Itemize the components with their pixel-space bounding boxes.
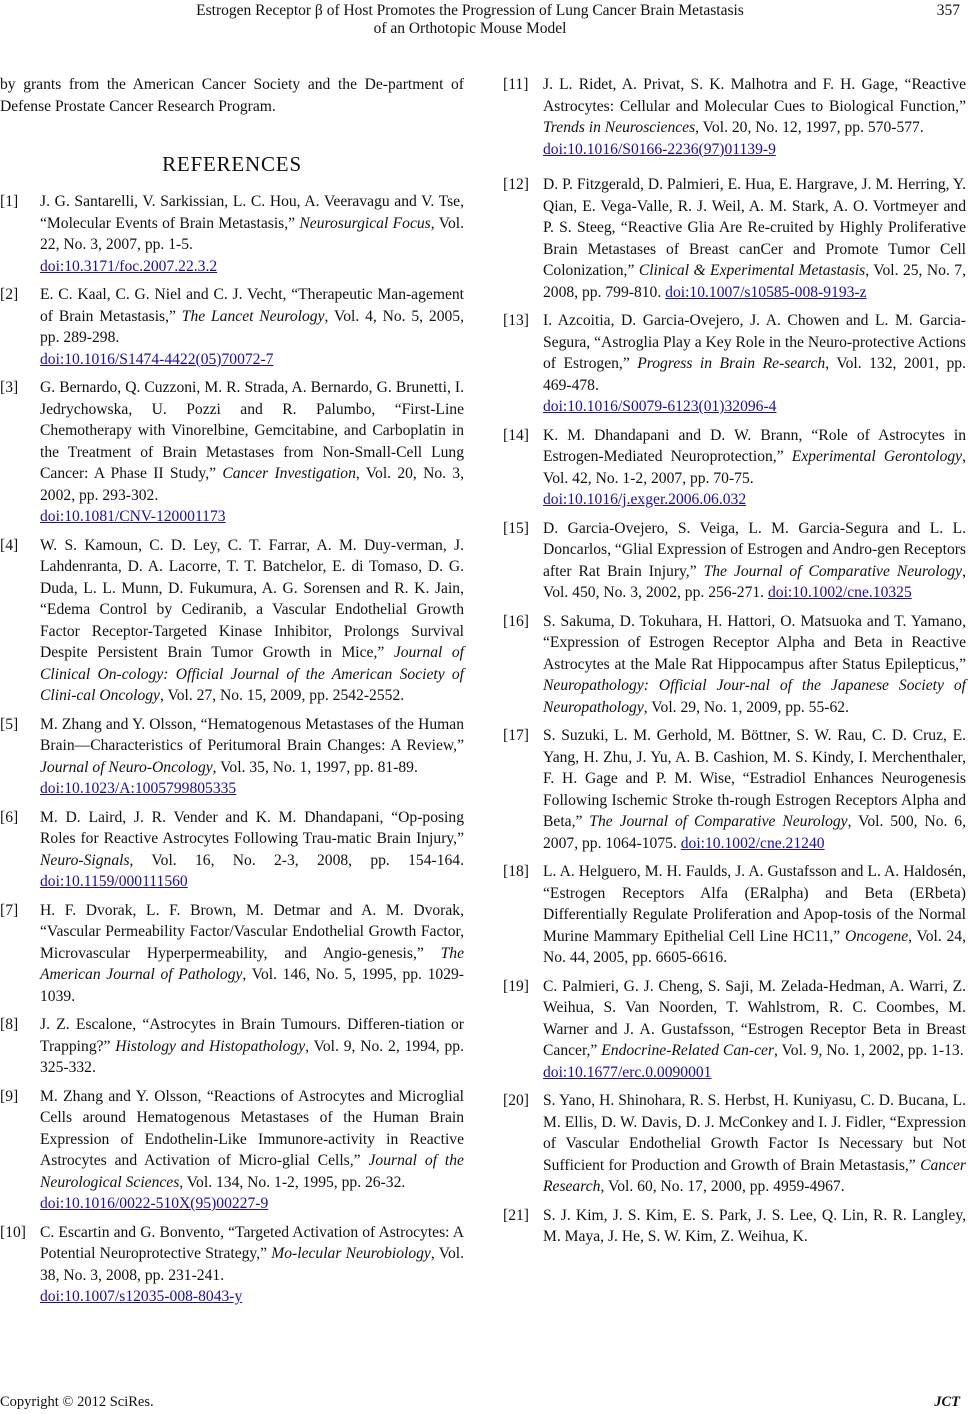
doi-link[interactable]: doi:10.1081/CNV-120001173: [40, 508, 226, 525]
reference-number: [4]: [0, 536, 19, 554]
reference-journal: Cancer Investigation: [222, 465, 356, 482]
reference-authors-title: J. L. Ridet, A. Privat, S. K. Malhotra and F. H. Gage, “Reactive Astrocytes: Cellular and Molecular Cues to Biological Function,”: [543, 76, 966, 115]
reference-authors-title: E. C. Kaal, C. G. Niel and C. J. Vecht, “Therapeutic Man-agement of Brain Metastasis,”: [40, 286, 464, 325]
reference-journal: Neurosurgical Focus: [299, 214, 431, 232]
reference-number: [7]: [0, 901, 19, 919]
reference-item: [0, 807, 464, 893]
reference-text: [40, 809, 464, 891]
reference-text: [40, 1016, 464, 1076]
reference-journal: The Lancet Neurology: [181, 307, 325, 325]
reference-number: [1]: [0, 193, 19, 210]
reference-text: [40, 193, 464, 277]
reference-number: [2]: [0, 286, 19, 303]
reference-number: [16]: [503, 612, 529, 630]
reference-details: , Vol. 22, No. 3, 2007, pp. 1-5.: [40, 214, 464, 253]
doi-link[interactable]: doi:10.1016/S0079-6123(01)32096-4: [543, 398, 777, 415]
reference-details: , Vol. 20, No. 3, 2002, pp. 293-302.: [40, 465, 464, 504]
reference-text: [40, 1224, 464, 1308]
doi-link[interactable]: doi:10.1002/cne.10325: [767, 584, 912, 601]
reference-journal: Journal of the Neurological Sciences: [40, 1152, 464, 1191]
doi-link[interactable]: doi:10.1016/0022-510X(95)00227-9: [40, 1195, 269, 1212]
reference-text: [543, 520, 966, 602]
reference-details: , Vol. 9, No. 2, 1994, pp. 325-332.: [40, 1037, 464, 1076]
reference-journal: The Journal of Comparative Neurology: [589, 813, 848, 830]
reference-details: , Vol. 20, No. 12, 1997, pp. 570-577.: [695, 119, 924, 136]
reference-journal: Oncogene: [844, 927, 909, 945]
reference-number: [21]: [503, 1206, 529, 1224]
reference-authors-title: M. Zhang and Y. Olsson, “Hematogenous Metastases of the Human Brain—Characteristics of Peritumoral Brain Changes: A Review,”: [40, 715, 464, 754]
reference-authors-title: D. Garcia-Ovejero, S. Veiga, L. M. Garcia-Segura and L. L. Doncarlos, “Glial Expression of Estrogen and Andro-gen Receptors after Rat Brain Injury,”: [543, 519, 966, 580]
reference-number: [5]: [0, 715, 19, 733]
reference-journal: Histology and Histopathology: [115, 1037, 306, 1055]
reference-journal: Experimental Gerontology: [791, 448, 963, 465]
reference-authors-title: S. Sakuma, D. Tokuhara, H. Hattori, O. Matsuoka and T. Yamano, “Expression of Estrogen Receptor Alpha and Beta in Reactive Astrocytes at the Male Rat Hippocampus after Status Epilepticus,”: [543, 612, 966, 673]
reference-item: [0, 1014, 464, 1079]
reference-item: [0, 284, 464, 370]
reference-details: , Vol. 16, No. 2-3, 2008, pp. 154-164.: [129, 851, 464, 869]
doi-link[interactable]: doi:10.1016/S0166-2236(97)01139-9: [543, 140, 776, 158]
reference-details: , Vol. 25, No. 7, 2008, pp. 799-810.: [543, 262, 966, 301]
reference-journal: Journal of Neuro-Oncology: [40, 758, 213, 776]
running-header: [120, 2, 820, 38]
copyright-notice: Copyright © 2012 SciRes.: [0, 1394, 154, 1410]
reference-details: , Vol. 60, No. 17, 2000, pp. 4959-4967.: [600, 1178, 845, 1195]
reference-number: [17]: [503, 727, 529, 744]
reference-number: [10]: [0, 1223, 26, 1241]
reference-authors-title: M. D. Laird, J. R. Vender and K. M. Dhandapani, “Op-posing Roles for Reactive Astrocytes Following Trau-matic Brain Injury,”: [40, 808, 464, 847]
reference-text: [543, 427, 966, 511]
reference-number: [8]: [0, 1016, 19, 1033]
reference-journal: Trends in Neurosciences: [543, 119, 696, 136]
reference-authors-title: M. Zhang and Y. Olsson, “Reactions of Astrocytes and Microglial Cells around Hematogenous Metastases of the Human Brain Expression of Endothelin-Like Immunore-activity in Reactive Astrocytes and Activation of Micro-glial Cells,”: [40, 1087, 464, 1169]
reference-journal: The American Journal of Pathology: [40, 944, 464, 983]
reference-item: [503, 174, 966, 303]
reference-item: [503, 1205, 966, 1248]
reference-text: [543, 863, 966, 966]
reference-number: [18]: [503, 863, 529, 880]
reference-number: [20]: [503, 1092, 529, 1109]
reference-text: [543, 176, 966, 301]
reference-number: [12]: [503, 176, 529, 193]
reference-number: [19]: [503, 977, 529, 995]
doi-link[interactable]: doi:10.1016/S1474-4422(05)70072-7: [40, 350, 274, 368]
reference-item: [503, 861, 966, 969]
doi-link[interactable]: doi:10.1007/s12035-008-8043-y: [40, 1288, 243, 1305]
reference-text: [40, 537, 464, 705]
reference-item: [0, 714, 464, 800]
reference-number: [6]: [0, 808, 19, 826]
reference-number: [11]: [503, 76, 529, 93]
reference-authors-title: W. S. Kamoun, C. D. Ley, C. T. Farrar, A. M. Duy-verman, J. Lahdenranta, D. A. Lacorre, T. T. Batchelor, E. di Tomaso, D. G. Duda, L. L. Munn, D. Fukumura, A. G. Sorensen and R. K. Jain, “Edema Control by Cediranib, a Vascular Endothelial Growth Factor Receptor-Targeted Kinase Inhibitor, Prolongs Survival Despite Persistent Brain Tumor Growth in Mice,”: [40, 536, 464, 661]
doi-link[interactable]: doi:10.1677/erc.0.0090001: [543, 1063, 712, 1081]
acknowledgment-text: by grants from the American Cancer Society and the De-partment of Defense Prostate Cancer Research Program.: [0, 76, 464, 115]
reference-text: [543, 76, 966, 160]
reference-item: [503, 518, 966, 604]
reference-text: [543, 1092, 966, 1195]
reference-number: [3]: [0, 379, 19, 396]
reference-item: [0, 377, 464, 528]
reference-details: , Vol. 146, No. 5, 1995, pp. 1029-1039.: [40, 966, 464, 1005]
doi-link[interactable]: doi:10.1007/s10585-008-9193-z: [665, 283, 867, 301]
reference-text: [543, 727, 966, 852]
reference-authors-title: J. G. Santarelli, V. Sarkissian, L. C. Hou, A. Veeravagu and V. Tse, “Molecular Events of Brain Metastasis,”: [40, 193, 464, 232]
reference-journal: Endocrine-Related Can-cer: [601, 1042, 775, 1059]
doi-link[interactable]: doi:10.1023/A:1005799805335: [40, 780, 237, 797]
reference-details: , Vol. 4, No. 5, 2005, pp. 289-298.: [40, 307, 464, 346]
reference-details: , Vol. 42, No. 1-2, 2007, pp. 70-75.: [543, 448, 966, 487]
reference-details: , Vol. 27, No. 15, 2009, pp. 2542-2552.: [159, 687, 405, 704]
left-column: [0, 74, 464, 1315]
reference-item: [503, 425, 966, 511]
reference-authors-title: L. A. Helguero, M. H. Faulds, J. A. Gustafsson and L. A. Haldosén, “Estrogen Receptors Alfa (ERalpha) and Beta (ERbeta) Differentially Regulate Proliferation and Apop-tosis of the Normal Murine Mammary Epithelial Cell Line HC11,”: [543, 863, 966, 945]
reference-item: [0, 1086, 464, 1215]
reference-number: [9]: [0, 1087, 19, 1105]
reference-journal: Neuropathology: Official Jour-nal of the Japanese Society of Neuropathology: [543, 677, 966, 716]
doi-link[interactable]: doi:10.1016/j.exger.2006.06.032: [543, 491, 747, 508]
reference-details: , Vol. 29, No. 1, 2009, pp. 55-62.: [643, 698, 849, 716]
reference-journal: Neuro-Signals: [40, 851, 130, 869]
reference-item: [503, 310, 966, 418]
reference-details: , Vol. 35, No. 1, 1997, pp. 81-89.: [212, 758, 418, 776]
reference-text: [543, 613, 966, 716]
reference-journal: Journal of Clinical On-cology: Official Journal of the American Society of Clini-cal Oncology: [40, 644, 464, 704]
reference-details: , Vol. 500, No. 6, 2007, pp. 1064-1075.: [543, 813, 966, 852]
reference-item: [0, 1222, 464, 1308]
reference-authors-title: C. Palmieri, G. J. Cheng, S. Saji, M. Zelada-Hedman, A. Warri, Z. Weihua, S. Van Noorden, T. Wahlstrom, R. C. Coombes, M. Warner and J. A. Gustafsson, “Estrogen Receptor Beta in Breast Cancer,”: [543, 977, 966, 1059]
reference-number: [13]: [503, 312, 529, 329]
reference-details: , Vol. 450, No. 3, 2002, pp. 256-271.: [543, 562, 966, 601]
reference-journal: Progress in Brain Re-search: [637, 355, 826, 372]
reference-text: [543, 978, 966, 1084]
reference-details: , Vol. 24, No. 44, 2005, pp. 6605-6616.: [543, 927, 967, 966]
reference-item: [0, 900, 464, 1008]
reference-text: [40, 379, 464, 528]
reference-details: , Vol. 38, No. 3, 2008, pp. 231-241.: [40, 1245, 464, 1284]
reference-details: , Vol. 9, No. 1, 2002, pp. 1-13.: [774, 1042, 964, 1059]
reference-authors-title: S. Yano, H. Shinohara, R. S. Herbst, H. Kuniyasu, C. D. Bucana, L. M. Ellis, D. W. Davis, D. J. McConkey and I. J. Fidler, “Expression of Vascular Endothelial Growth Factor Is Necessary but Not Sufficient for Production and Growth of Brain Metastasis,”: [543, 1092, 966, 1174]
reference-item: [0, 191, 464, 277]
reference-authors-title: S. J. Kim, J. S. Kim, E. S. Park, J. S. Lee, Q. Lin, R. R. Langley, M. Maya, J. He, S. W. Kim, Z. Weihua, K.: [543, 1206, 966, 1245]
journal-abbreviation: JCT: [934, 1394, 960, 1410]
reference-details: , Vol. 132, 2001, pp. 469-478.: [543, 355, 966, 394]
reference-item: [503, 74, 966, 160]
doi-link[interactable]: doi:10.3171/foc.2007.22.3.2: [40, 257, 218, 275]
reference-authors-title: I. Azcoitia, D. Garcia-Ovejero, J. A. Chowen and L. M. Garcia-Segura, “Astroglia Play a Key Role in the Neuro-protective Actions of Estrogen,”: [543, 312, 966, 372]
reference-authors-title: C. Escartin and G. Bonvento, “Targeted Activation of Astrocytes: A Potential Neuroprotective Strategy,”: [40, 1223, 464, 1262]
reference-authors-title: J. Z. Escalone, “Astrocytes in Brain Tumours. Differen-tiation or Trapping?”: [40, 1016, 464, 1055]
reference-authors-title: H. F. Dvorak, L. F. Brown, M. Detmar and A. M. Dvorak, “Vascular Permeability Factor/Vascular Endothelial Growth Factor, Microvascular Hyperpermeability, and Angio-genesis,”: [40, 901, 464, 962]
reference-item: [503, 611, 966, 719]
reference-authors-title: D. P. Fitzgerald, D. Palmieri, E. Hua, E. Hargrave, J. M. Herring, Y. Qian, E. Vega-Valle, R. J. Weil, A. M. Stark, A. O. Vortmeyer and P. S. Steeg, “Reactive Glia Are Re-cruited by Highly Proliferative Brain Metastases of Breast canCer and Promote Tumor Cell Colonization,”: [543, 176, 966, 279]
references-heading: REFERENCES: [162, 152, 302, 176]
reference-item: [0, 535, 464, 707]
reference-authors-title: G. Bernardo, Q. Cuzzoni, M. R. Strada, A. Bernardo, G. Brunetti, I. Jedrychowska, U. Pozzi and R. Palumbo, “First-Line Chemotherapy with Vinorelbine, Gemcitabine, and Carboplatin in the Treatment of Brain Metastases from Non-Small-Cell Lung Cancer: A Phase II Study,”: [40, 379, 464, 482]
reference-item: [503, 725, 966, 854]
reference-number: [14]: [503, 426, 529, 444]
reference-journal: Mo-lecular Neurobiology: [271, 1245, 431, 1262]
header-title-line1: Estrogen Receptor β of Host Promotes the Progression of Lung Cancer Brain Metastasis: [196, 2, 744, 19]
reference-journal: Cancer Research: [543, 1156, 966, 1195]
reference-item: [503, 976, 966, 1084]
reference-journal: The Journal of Comparative Neurology: [703, 562, 963, 580]
reference-number: [15]: [503, 519, 529, 537]
reference-text: [40, 902, 464, 1005]
reference-text: [40, 286, 464, 370]
reference-text: [543, 312, 966, 418]
reference-authors-title: S. Suzuki, L. M. Gerhold, M. Böttner, S. W. Rau, C. D. Cruz, E. Yang, H. Zhu, J. Yu, A. B. Cashion, M. S. Kindy, I. Merchenthaler, F. H. Gage and P. M. Wise, “Estradiol Enhances Neurogenesis Following Ischemic Stroke th-rough Estrogen Receptors Alpha and Beta,”: [543, 727, 966, 830]
reference-item: [503, 1090, 966, 1198]
reference-text: [40, 1088, 464, 1215]
doi-link[interactable]: doi:10.1159/000111560: [40, 873, 188, 890]
right-column: [503, 74, 966, 1255]
reference-journal: Clinical & Experimental Metastasis: [638, 262, 866, 279]
page-number: 357: [936, 2, 960, 19]
doi-link[interactable]: doi:10.1002/cne.21240: [680, 834, 825, 852]
reference-text: [40, 716, 464, 800]
reference-text: [543, 1207, 966, 1246]
header-title-line2: of an Orthotopic Mouse Model: [373, 20, 567, 37]
reference-details: , Vol. 134, No. 1-2, 1995, pp. 26-32.: [179, 1173, 406, 1191]
reference-authors-title: K. M. Dhandapani and D. W. Brann, “Role of Astrocytes in Estrogen-Mediated Neuroprotection,”: [543, 426, 966, 465]
